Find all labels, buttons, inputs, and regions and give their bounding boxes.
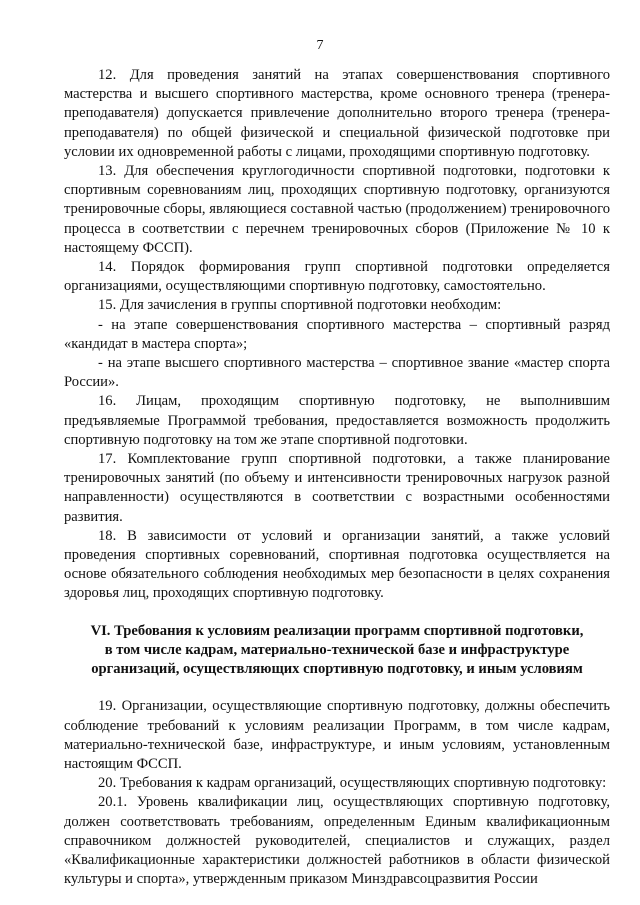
- paragraph-16: 16. Лицам, проходящим спортивную подготовку, не выполнившим предъявляемые Программой требования, предоставляется возможность продолжить спортивную подготовку на том же этапе спортивной подготовки.: [64, 393, 610, 448]
- paragraph-15-item-1: - на этапе совершенствования спортивного мастерства – спортивный разряд «кандидат в мастера спорта»;: [64, 316, 610, 352]
- section-heading-line-3: организаций, осуществляющих спортивную подготовку, и иным условиям: [91, 661, 583, 678]
- section-heading-line-2: в том числе кадрам, материально-технической базе и инфраструктуре: [104, 641, 570, 658]
- paragraph-13: 13. Для обеспечения круглогодичности спортивной подготовки, подготовки к спортивным соревнованиям лиц, проходящих спортивную подготовку, организуются тренировочные сборы, являющиеся составной частью (продолжением) тренировочного процесса в соответствии с перечнем тренировочных сборов (Приложение № 10 к настоящему ФССП).: [64, 163, 610, 256]
- paragraph-17: 17. Комплектование групп спортивной подготовки, а также планирование тренировочных занятий (по объему и интенсивности тренировочных нагрузок разной направленности) осуществляются в соответствии с возрастными особенностями развития.: [64, 451, 610, 525]
- page-number: 7: [316, 38, 324, 53]
- page-content: [64, 66, 610, 889]
- paragraph-12: 12. Для проведения занятий на этапах совершенствования спортивного мастерства и высшего спортивного мастерства, кроме основного тренера (тренера-преподавателя) допускается привлечение дополнительно второго тренера (тренера-преподавателя) по общей физической и специальной физической подготовке при условии их одновременной работы с лицами, проходящими спортивную подготовку.: [64, 67, 610, 160]
- paragraph-15: 15. Для зачисления в группы спортивной подготовки необходим:: [98, 297, 502, 314]
- paragraph-15-item-2: - на этапе высшего спортивного мастерства – спортивное звание «мастер спорта России».: [64, 355, 610, 391]
- paragraph-20-1: 20.1. Уровень квалификации лиц, осуществляющих спортивную подготовку, должен соответствовать требованиям, определенным Единым квалификационным справочником должностей руководителей, специалистов и служащих, раздел «Квалификационные характеристики должностей работников в области физической культуры и спорта», утвержденным приказом Минздравсоцразвития России: [64, 794, 610, 888]
- paragraph-18: 18. В зависимости от условий и организации занятий, а также условий проведения спортивных соревнований, спортивная подготовка осуществляется на основе обязательного соблюдения необходимых мер безопасности в целях сохранения здоровья лиц, проходящих спортивную подготовку.: [64, 527, 610, 602]
- paragraph-19: 19. Организации, осуществляющие спортивную подготовку, должны обеспечить соблюдение требований к условиям реализации Программ, в том числе кадрам, материально-технической базе, инфраструктуре, и иным условиям, установленным настоящим ФССП.: [64, 698, 610, 772]
- section-heading-line-1: VI. Требования к условиям реализации программ спортивной подготовки,: [90, 622, 584, 639]
- paragraph-20: 20. Требования к кадрам организаций, осуществляющих спортивную подготовку:: [98, 775, 607, 792]
- section-heading: [64, 622, 610, 680]
- paragraph-14: 14. Порядок формирования групп спортивной подготовки определяется организациями, осуществляющими спортивную подготовку, самостоятельно.: [64, 259, 610, 295]
